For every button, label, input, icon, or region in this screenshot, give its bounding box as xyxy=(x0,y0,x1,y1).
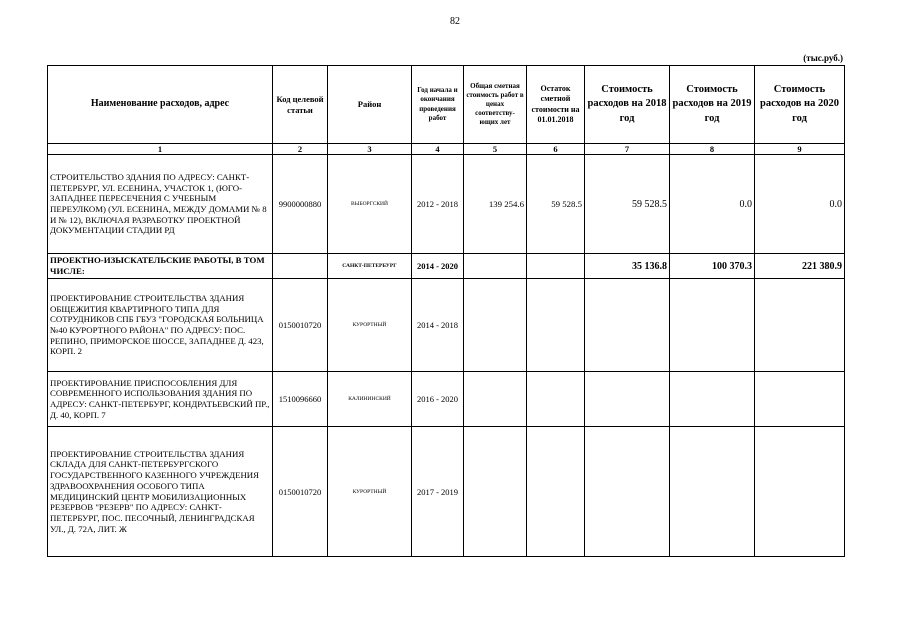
row-total-cost: 139 254.6 xyxy=(464,155,527,254)
header-name: Наименование расходов, адрес xyxy=(48,66,273,144)
column-number: 3 xyxy=(328,144,412,155)
row-total-cost xyxy=(464,254,527,279)
header-cost-2019: Стоимость расходов на 2019 год xyxy=(670,66,755,144)
row-district: КУРОРТНЫЙ xyxy=(328,279,412,372)
column-number: 8 xyxy=(670,144,755,155)
column-number: 7 xyxy=(585,144,670,155)
page-number: 82 xyxy=(450,16,460,27)
header-cost-2018: Стоимость расходов на 2018 год xyxy=(585,66,670,144)
table-row xyxy=(48,372,845,427)
row-years: 2014 - 2018 xyxy=(412,279,464,372)
table-row xyxy=(48,254,845,279)
column-number: 1 xyxy=(48,144,273,155)
row-years: 2016 - 2020 xyxy=(412,372,464,427)
row-name: ПРОЕКТИРОВАНИЕ СТРОИТЕЛЬСТВА ЗДАНИЯ ОБЩЕЖИТИЯ КВАРТИРНОГО ТИПА ДЛЯ СОТРУДНИКОВ СПБ ГБУЗ "ГОРОДСКАЯ БОЛЬНИЦА №40 КУРОРТНОГО РАЙОНА" ПО АДРЕСУ: ПОС. РЕПИНО, ПРИМОРСКОЕ ШОССЕ, ЗАПАДНЕЕ Д. 423, КОРП. 2 xyxy=(48,279,273,372)
row-cost-2020: 0.0 xyxy=(755,155,845,254)
row-total-cost xyxy=(464,279,527,372)
row-code: 1510096660 xyxy=(273,372,328,427)
row-total-cost xyxy=(464,372,527,427)
row-code: 9900000880 xyxy=(273,155,328,254)
header-total-cost: Общая сметная стоимость работ в ценах соответству-ющих лет xyxy=(464,66,527,144)
row-code: 0150010720 xyxy=(273,279,328,372)
table-row xyxy=(48,155,845,254)
row-cost-2019: 0.0 xyxy=(670,155,755,254)
row-remaining xyxy=(527,372,585,427)
header-district: Район xyxy=(328,66,412,144)
row-cost-2020 xyxy=(755,372,845,427)
row-district: КАЛИНИНСКИЙ xyxy=(328,372,412,427)
column-number: 9 xyxy=(755,144,845,155)
row-district: САНКТ-ПЕТЕРБУРГ xyxy=(328,254,412,279)
row-district: ВЫБОРГСКИЙ xyxy=(328,155,412,254)
header-cost-2020: Стоимость расходов на 2020 год xyxy=(755,66,845,144)
row-years: 2012 - 2018 xyxy=(412,155,464,254)
header-remaining: Остаток сметной стоимости на 01.01.2018 xyxy=(527,66,585,144)
row-name: ПРОЕКТИРОВАНИЕ СТРОИТЕЛЬСТВА ЗДАНИЯ СКЛАДА ДЛЯ САНКТ-ПЕТЕРБУРГСКОГО ГОСУДАРСТВЕННОГО КАЗЕННОГО УЧРЕЖДЕНИЯ ЗДРАВООХРАНЕНИЯ ОСОБОГО ТИПА МЕДИЦИНСКИЙ ЦЕНТР МОБИЛИЗАЦИОННЫХ РЕЗЕРВОВ "РЕЗЕРВ" ПО АДРЕСУ: САНКТ-ПЕТЕРБУРГ, ПОС. ПЕСОЧНЫЙ, ЛЕНИНГРАДСКАЯ УЛ., Д. 72А, ЛИТ. Ж xyxy=(48,427,273,557)
row-remaining: 59 528.5 xyxy=(527,155,585,254)
row-name: СТРОИТЕЛЬСТВО ЗДАНИЯ ПО АДРЕСУ: САНКТ-ПЕТЕРБУРГ, УЛ. ЕСЕНИНА, УЧАСТОК 1, (ЮГО-ЗАПАДНЕЕ ПЕРЕСЕЧЕНИЯ С УЧЕБНЫМ ПЕРЕУЛКОМ) (УЛ. ЕСЕНИНА, МЕЖДУ ДОМАМИ № 8 И № 12), ВКЛЮЧАЯ РАЗРАБОТКУ ПРОЕКТНОЙ ДОКУМЕНТАЦИИ СТАДИИ РД xyxy=(48,155,273,254)
row-name: ПРОЕКТИРОВАНИЕ ПРИСПОСОБЛЕНИЯ ДЛЯ СОВРЕМЕННОГО ИСПОЛЬЗОВАНИЯ ЗДАНИЯ ПО АДРЕСУ: САНКТ-ПЕТЕРБУРГ, КОНДРАТЬЕВСКИЙ ПР., Д. 40, КОРП. 7 xyxy=(48,372,273,427)
row-remaining xyxy=(527,427,585,557)
row-cost-2019 xyxy=(670,427,755,557)
row-years: 2014 - 2020 xyxy=(412,254,464,279)
header-row xyxy=(48,66,845,144)
row-code xyxy=(273,254,328,279)
budget-table xyxy=(47,65,845,557)
row-remaining xyxy=(527,254,585,279)
row-cost-2018 xyxy=(585,427,670,557)
column-number-row xyxy=(48,144,845,155)
row-cost-2018: 35 136.8 xyxy=(585,254,670,279)
row-cost-2019: 100 370.3 xyxy=(670,254,755,279)
column-number: 2 xyxy=(273,144,328,155)
column-number: 4 xyxy=(412,144,464,155)
row-cost-2020 xyxy=(755,279,845,372)
units-label: (тыс.руб.) xyxy=(803,53,843,63)
table-row xyxy=(48,279,845,372)
row-district: КУРОРТНЫЙ xyxy=(328,427,412,557)
table-row xyxy=(48,427,845,557)
column-number: 6 xyxy=(527,144,585,155)
row-cost-2019 xyxy=(670,372,755,427)
row-years: 2017 - 2019 xyxy=(412,427,464,557)
header-code: Код целевой статьи xyxy=(273,66,328,144)
row-cost-2019 xyxy=(670,279,755,372)
row-name: ПРОЕКТНО-ИЗЫСКАТЕЛЬСКИЕ РАБОТЫ, В ТОМ ЧИСЛЕ: xyxy=(48,254,273,279)
header-years: Год начала и окончания проведения работ xyxy=(412,66,464,144)
row-remaining xyxy=(527,279,585,372)
row-cost-2020: 221 380.9 xyxy=(755,254,845,279)
column-number: 5 xyxy=(464,144,527,155)
row-cost-2018 xyxy=(585,372,670,427)
row-cost-2018: 59 528.5 xyxy=(585,155,670,254)
row-code: 0150010720 xyxy=(273,427,328,557)
row-cost-2020 xyxy=(755,427,845,557)
row-total-cost xyxy=(464,427,527,557)
row-cost-2018 xyxy=(585,279,670,372)
